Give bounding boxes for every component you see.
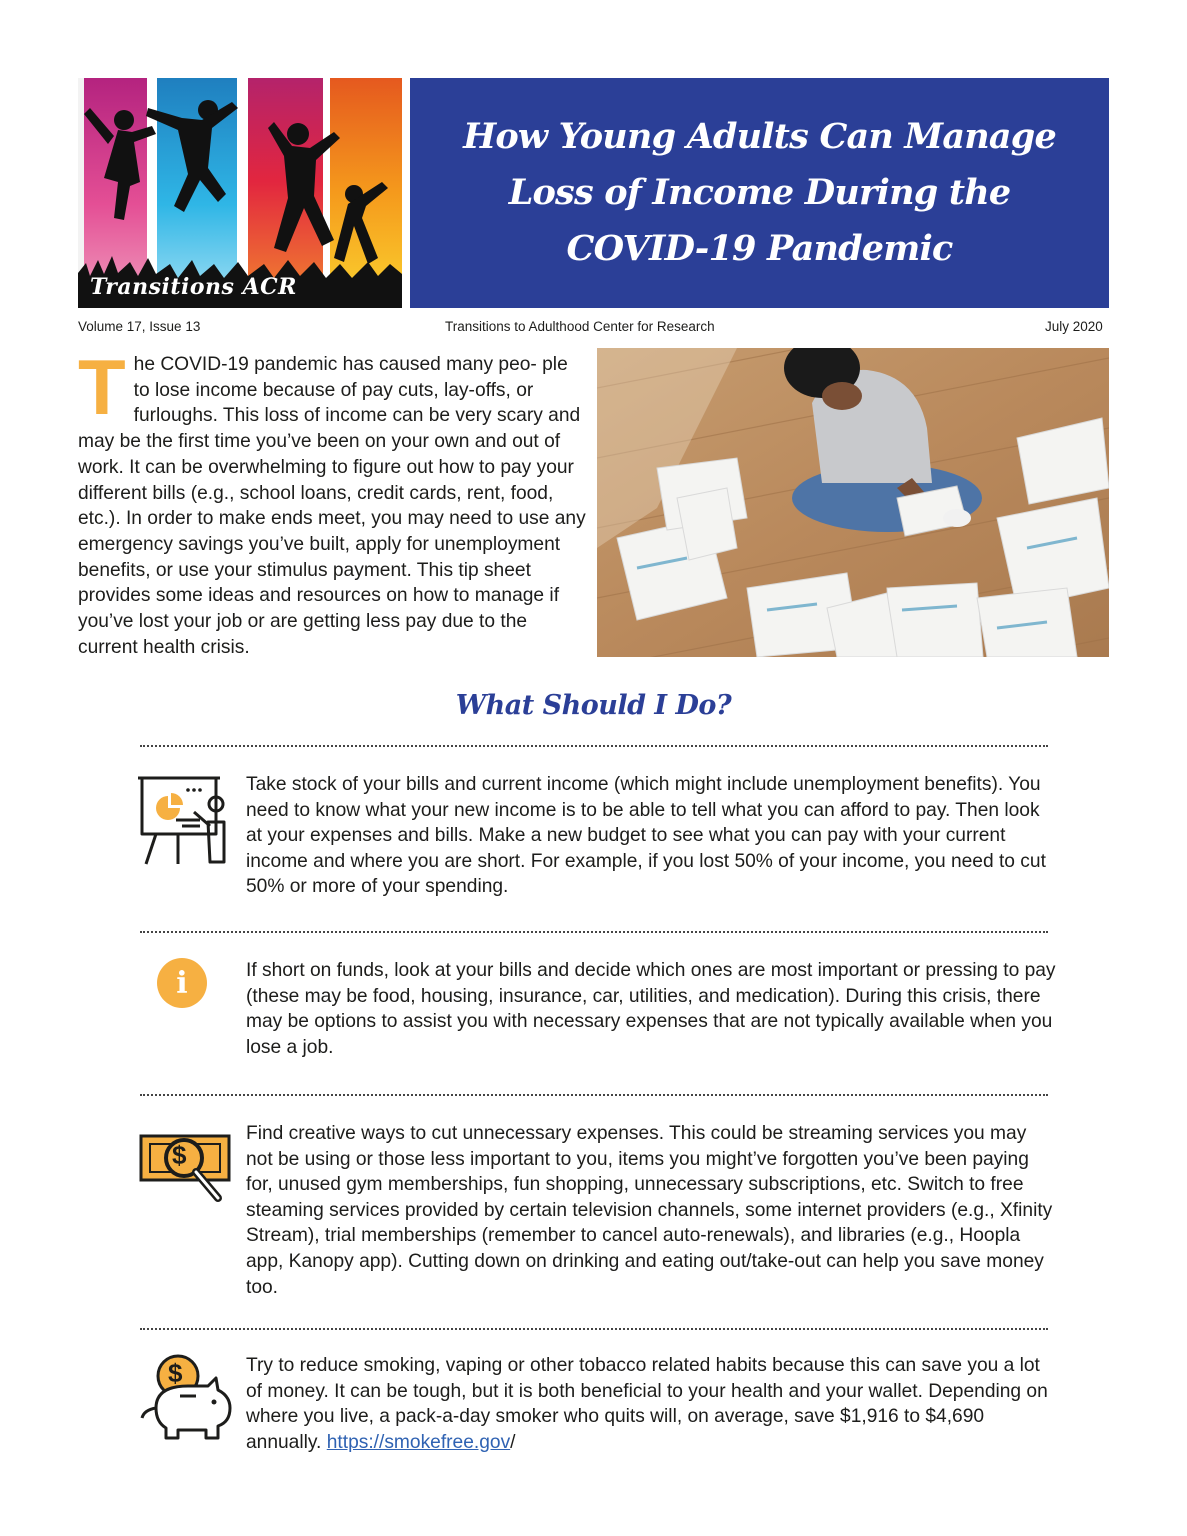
dollar-sign: $: [172, 1140, 187, 1170]
tip-1-text: Take stock of your bills and current income (which might include unemployment benefits). You need to know what your new income is to be able to tell what you can afford to pay. Then look at your expenses and bills. Make a new budget to see what you can pay with your current income and where you are short. For example, if you lost 50% of your income, you need to cut 50% or more of your spending.: [246, 774, 1046, 898]
tip-3-text: Find creative ways to cut unnecessary expenses. This could be streaming services you may not be using or those less important to you, items you might’ve forgotten you’ve been paying for, unused gym memberships, fun shopping, unnecessary subscriptions, etc. Switch to free steaming services provided by certain television channels, some internet providers (e.g., Xfinity Stream), trial memberships (remember to cancel auto-renewals), and libraries (e.g., Hoopla app, Kanopy app). Cutting down on drinking and eating out/take-out can help you save money too.: [246, 1123, 1053, 1298]
page-title: How Young Adults Can Manage Loss of Income During the COVID-19 Pandemic: [463, 116, 1056, 269]
intro-text: he COVID-19 pandemic has caused many peo- ple to lose income because of pay cuts, lay-offs, or furloughs. This loss of income can be very scary and may be the first time you’ve been on your own and out of work. It can be overwhelming to figure out how to pay your different bills (e.g., school loans, credit cards, rent, food, etc.). In order to make ends meet, you may need to use any emergency savings you’ve built, apply for unemployment benefits, or use your stimulus payment. This tip sheet provides some ideas and resources on how to manage if you’ve lost your job or are getting less pay due to the current health crisis.: [78, 354, 586, 658]
smokefree-link[interactable]: https://smokefree.gov: [326, 1431, 511, 1453]
tip-4-text: [246, 1353, 1056, 1455]
photo-person-with-bills: [597, 348, 1109, 657]
money-magnifier-icon: [138, 1126, 234, 1213]
logo-text: Transitions ACR: [90, 274, 297, 300]
center-name: Transitions to Adulthood Center for Research: [445, 319, 715, 334]
issue-volume: Volume 17, Issue 13: [78, 319, 201, 334]
presentation-chart-icon: [138, 774, 238, 871]
divider: [140, 1328, 1048, 1330]
divider: [140, 1094, 1048, 1096]
dollar-sign: $: [168, 1358, 183, 1388]
tip-2-text: If short on funds, look at your bills and decide which ones are most important or pressing to pay (these may be food, housing, insurance, car, utilities, and medication). During this crisis, there may be options to assist you with necessary expenses that are not typically available when you lose a job.: [246, 960, 1056, 1058]
piggy-bank-icon: [138, 1352, 238, 1449]
intro-paragraph: [78, 343, 586, 660]
issue-date: July 2020: [1045, 319, 1103, 334]
link-suffix: /: [510, 1431, 516, 1453]
divider: [140, 745, 1048, 747]
info-icon: i: [157, 958, 207, 1008]
tip-4-body: Try to reduce smoking, vaping or other tobacco related habits because this can save you a lot of money. It can be tough, but it is both beneficial to your health and your wallet. Depending on where you live, a pack-a-day smoker who quits will, on average, save $1,916 to $4,690 annually.: [246, 1355, 1048, 1453]
transitions-acr-logo: [78, 78, 402, 308]
section-heading: What Should I Do?: [455, 690, 732, 721]
divider: [140, 931, 1048, 933]
drop-cap: T: [78, 343, 126, 431]
title-banner: [410, 78, 1109, 308]
